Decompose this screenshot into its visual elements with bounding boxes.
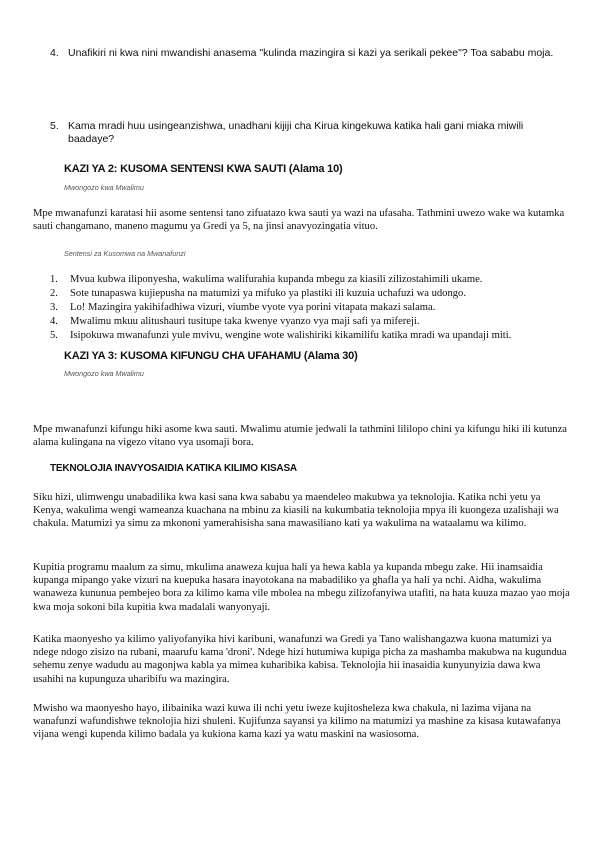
question-5: [50, 120, 570, 146]
question-text: Unafikiri ni kwa nini mwandishi anasema "kulinda mazingira si kazi ya serikali pekee"? Toa sababu moja.: [68, 47, 554, 59]
list-item: 1. Mvua kubwa iliponyesha, wakulima walifurahia kupanda mbegu za kiasili zilizostahimili ukame.: [50, 274, 483, 285]
task3-instruction: Mpe mwanafunzi kifungu hiki asome kwa sauti. Mwalimu atumie jedwali la tathmini lililopo chini ya kifungu hiki ili kutunza alama kulingana na vigezo vitano vya usomaji bora.: [33, 424, 568, 449]
passage-title: TEKNOLOJIA INAVYOSAIDIA KATIKA KILIMO KISASA: [50, 463, 297, 474]
list-item: 2. Sote tunapaswa kujiepusha na matumizi ya mifuko ya plastiki ili kuzuia uchafuzi wa udongo.: [50, 288, 466, 299]
task2-teacher-note: Mwongozo kwa Mwalimu: [64, 183, 144, 192]
question-4: [50, 47, 570, 60]
student-sentences-label: Sentensi za Kusomwa na Mwanafunzi: [64, 249, 186, 258]
task2-instruction: Mpe mwanafunzi karatasi hii asome sentensi tano zifuatazo kwa sauti ya wazi na ufasaha. Tathmini uwezo wake wa kutamka sauti changamano, maneno magumu ya Gredi ya 5, na jinsi anavyozingatia vituo.: [33, 208, 565, 233]
list-item: 3. Lo! Mazingira yakihifadhiwa vizuri, viumbe vyote vya porini vitapata makazi salama.: [50, 302, 436, 313]
passage-paragraph: Siku hizi, ulimwengu unabadilika kwa kasi sana kwa sababu ya maendeleo makubwa ya teknolojia. Katika nchi yetu ya Kenya, wakulima wengi wameanza kuachana na mbinu za kiasili na kukumbatia teknolojia mpya ili kuongeza uzalishaji wa chakula. Matumizi ya simu za mkononi yamerahisisha sana mawasiliano kati ya wakulima na wataalamu wa kilimo.: [33, 492, 559, 530]
passage-paragraph: Katika maonyesho ya kilimo yaliyofanyika hivi karibuni, wanafunzi wa Gredi ya Tano walishangazwa kuona matumizi ya ndege ndogo zisizo na rubani, maarufu kama 'droni'. Ndege hizi hutumiwa kupiga picha za mashamba makubwa na kugundua sehemu zenye wadudu au magonjwa kabla ya mimea kuharibika kabisa. Teknolojia hii inasaidia kunyunyizia dawa kwa usahihi na kupunguza uharibifu wa mazingira.: [33, 634, 567, 685]
question-number: 4.: [50, 47, 59, 59]
passage-paragraph: Kupitia programu maalum za simu, mkulima anaweza kujua hali ya hewa kabla ya kupanda mbegu zake. Hii inamsaidia kupanga mipango yake vizuri na kuepuka hasara inayotokana na mabadiliko ya ghafla ya hali ya nchi. Aidha, wakulima wanaweza kununua pembejeo bora za kilimo kama vile mbolea na mbegu zilizofanyiwa utafiti, na hata kuuza mazao yao moja kwa moja sokoni bila kupitia kwa madalali wanyonyaji.: [33, 562, 570, 613]
task3-teacher-note: Mwongozo kwa Mwalimu: [64, 369, 144, 378]
task2-heading: KAZI YA 2: KUSOMA SENTENSI KWA SAUTI (Alama 10): [64, 163, 343, 175]
question-number: 5.: [50, 120, 59, 132]
sentence-list: [50, 273, 580, 343]
question-text: Kama mradi huu usingeanzishwa, unadhani kijiji cha Kirua kingekuwa katika hali gani miaka miwili baadaye?: [68, 120, 524, 145]
passage-paragraph: Mwisho wa maonyesho hayo, ilibainika wazi kuwa ili nchi yetu iweze kujitosheleza kwa chakula, ni lazima vijana na wanafunzi wafundishwe teknolojia hizi shuleni. Kujifunza sayansi ya kilimo na matumizi ya mashine za kisasa kutawafanya vijana wengi kupenda kilimo badala ya kukiona kama kazi ya watu maskini na wasiosoma.: [33, 703, 561, 741]
task3-heading: KAZI YA 3: KUSOMA KIFUNGU CHA UFAHAMU (Alama 30): [64, 350, 358, 362]
list-item: 5. Isipokuwa mwanafunzi yule mvivu, wengine wote walishiriki kikamilifu katika mradi wa upandaji miti.: [50, 330, 512, 341]
list-item: 4. Mwalimu mkuu alitushauri tusitupe taka kwenye vyanzo vya maji safi ya mifereji.: [50, 316, 420, 327]
